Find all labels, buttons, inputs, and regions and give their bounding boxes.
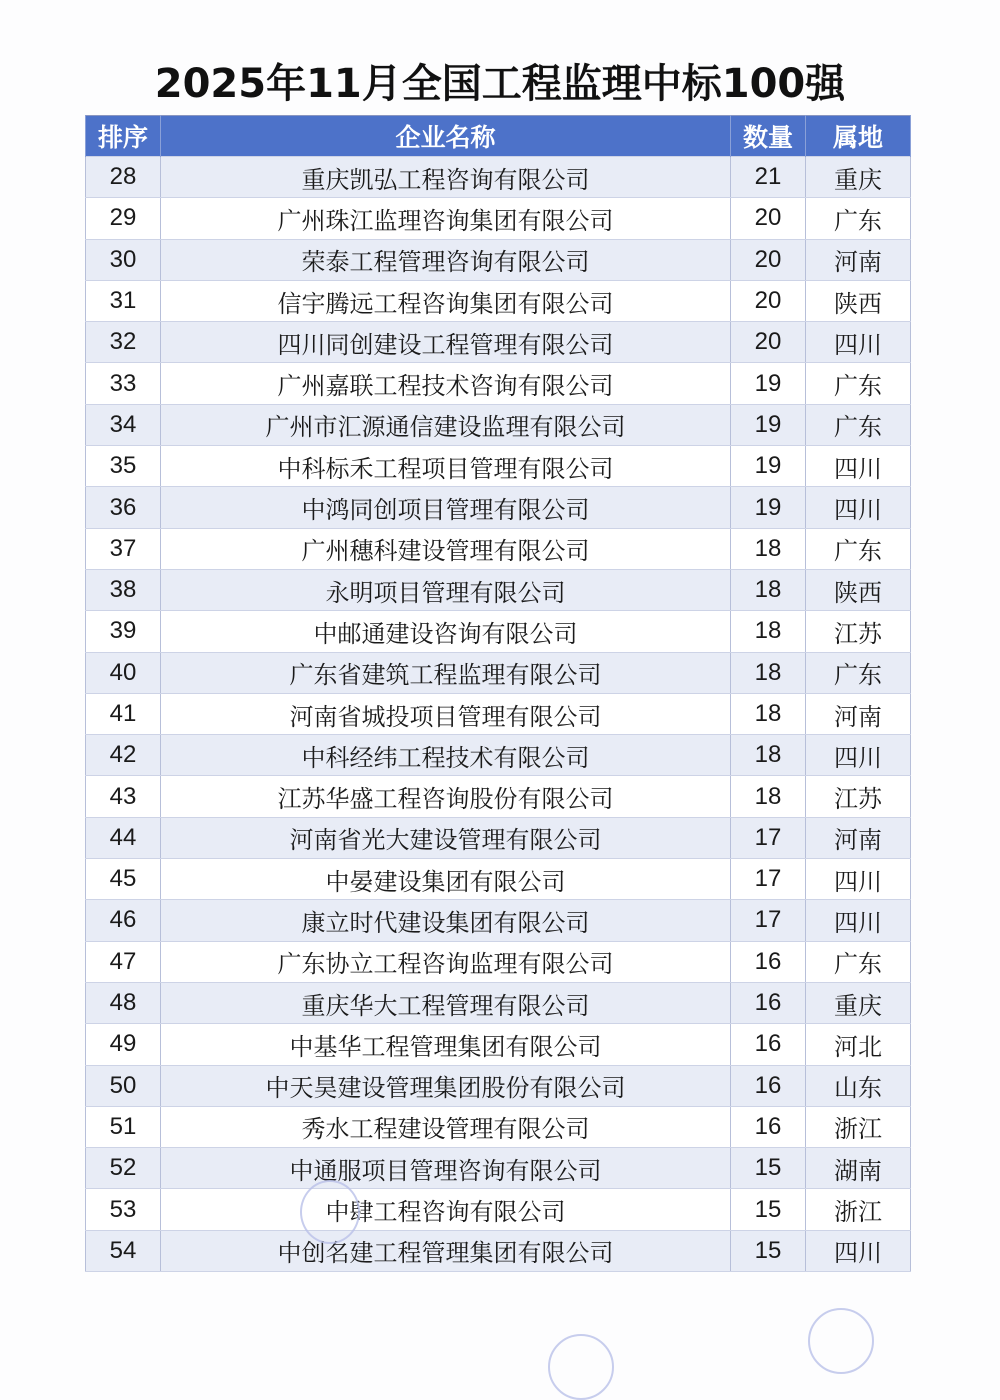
- company-name-cell: 中肆工程咨询有限公司: [161, 1189, 731, 1230]
- count-cell: 20: [731, 280, 806, 321]
- region-cell: 四川: [806, 322, 911, 363]
- rank-cell: 38: [86, 569, 161, 610]
- count-cell: 18: [731, 776, 806, 817]
- table-row: [86, 569, 911, 610]
- header-region: 属地: [806, 116, 911, 157]
- count-cell: 19: [731, 363, 806, 404]
- region-cell: 广东: [806, 941, 911, 982]
- region-cell: 山东: [806, 1065, 911, 1106]
- rank-cell: 31: [86, 280, 161, 321]
- region-cell: 江苏: [806, 611, 911, 652]
- count-cell: 18: [731, 611, 806, 652]
- table-row: [86, 1024, 911, 1065]
- count-cell: 17: [731, 900, 806, 941]
- region-cell: 河南: [806, 239, 911, 280]
- rank-cell: 45: [86, 859, 161, 900]
- count-cell: 19: [731, 404, 806, 445]
- company-name-cell: 永明项目管理有限公司: [161, 569, 731, 610]
- rank-cell: 33: [86, 363, 161, 404]
- region-cell: 陕西: [806, 569, 911, 610]
- rank-cell: 47: [86, 941, 161, 982]
- region-cell: 广东: [806, 528, 911, 569]
- rank-cell: 28: [86, 157, 161, 198]
- company-name-cell: 康立时代建设集团有限公司: [161, 900, 731, 941]
- rank-cell: 46: [86, 900, 161, 941]
- rank-cell: 53: [86, 1189, 161, 1230]
- count-cell: 18: [731, 735, 806, 776]
- rank-cell: 34: [86, 404, 161, 445]
- table-row: [86, 528, 911, 569]
- rank-cell: 49: [86, 1024, 161, 1065]
- rank-cell: 43: [86, 776, 161, 817]
- company-name-cell: 中基华工程管理集团有限公司: [161, 1024, 731, 1065]
- table-row: [86, 652, 911, 693]
- company-name-cell: 中鸿同创项目管理有限公司: [161, 487, 731, 528]
- count-cell: 16: [731, 1024, 806, 1065]
- count-cell: 16: [731, 1065, 806, 1106]
- count-cell: 15: [731, 1148, 806, 1189]
- table-row: [86, 404, 911, 445]
- table-row: [86, 157, 911, 198]
- rank-cell: 37: [86, 528, 161, 569]
- count-cell: 17: [731, 859, 806, 900]
- count-cell: 20: [731, 322, 806, 363]
- company-name-cell: 中晏建设集团有限公司: [161, 859, 731, 900]
- rank-cell: 30: [86, 239, 161, 280]
- table-row: [86, 487, 911, 528]
- rank-cell: 44: [86, 817, 161, 858]
- region-cell: 陕西: [806, 280, 911, 321]
- rank-cell: 32: [86, 322, 161, 363]
- count-cell: 17: [731, 817, 806, 858]
- company-name-cell: 广州市汇源通信建设监理有限公司: [161, 404, 731, 445]
- rank-cell: 52: [86, 1148, 161, 1189]
- table-row: [86, 1065, 911, 1106]
- company-name-cell: 秀水工程建设管理有限公司: [161, 1106, 731, 1147]
- region-cell: 四川: [806, 487, 911, 528]
- region-cell: 广东: [806, 363, 911, 404]
- rank-cell: 36: [86, 487, 161, 528]
- rank-cell: 39: [86, 611, 161, 652]
- count-cell: 16: [731, 941, 806, 982]
- region-cell: 湖南: [806, 1148, 911, 1189]
- table-row: [86, 363, 911, 404]
- region-cell: 广东: [806, 404, 911, 445]
- rank-cell: 29: [86, 198, 161, 239]
- region-cell: 江苏: [806, 776, 911, 817]
- company-name-cell: 广东协立工程咨询监理有限公司: [161, 941, 731, 982]
- region-cell: 重庆: [806, 982, 911, 1023]
- company-name-cell: 河南省城投项目管理有限公司: [161, 693, 731, 734]
- company-name-cell: 河南省光大建设管理有限公司: [161, 817, 731, 858]
- region-cell: 重庆: [806, 157, 911, 198]
- company-name-cell: 中创名建工程管理集团有限公司: [161, 1230, 731, 1271]
- region-cell: 河南: [806, 817, 911, 858]
- count-cell: 15: [731, 1189, 806, 1230]
- count-cell: 18: [731, 528, 806, 569]
- table-row: [86, 982, 911, 1023]
- company-name-cell: 中通服项目管理咨询有限公司: [161, 1148, 731, 1189]
- rank-cell: 51: [86, 1106, 161, 1147]
- company-name-cell: 重庆凯弘工程咨询有限公司: [161, 157, 731, 198]
- company-name-cell: 中邮通建设咨询有限公司: [161, 611, 731, 652]
- table-row: [86, 611, 911, 652]
- table-row: [86, 776, 911, 817]
- region-cell: 浙江: [806, 1189, 911, 1230]
- count-cell: 20: [731, 198, 806, 239]
- table-row: [86, 693, 911, 734]
- region-cell: 广东: [806, 652, 911, 693]
- rank-cell: 35: [86, 446, 161, 487]
- table-header-row: [86, 116, 911, 157]
- ranking-table: [85, 115, 911, 1272]
- company-name-cell: 广东省建筑工程监理有限公司: [161, 652, 731, 693]
- table-row: [86, 1189, 911, 1230]
- count-cell: 19: [731, 446, 806, 487]
- table-row: [86, 280, 911, 321]
- company-name-cell: 中科经纬工程技术有限公司: [161, 735, 731, 776]
- count-cell: 18: [731, 569, 806, 610]
- table-row: [86, 322, 911, 363]
- region-cell: 四川: [806, 1230, 911, 1271]
- company-name-cell: 广州嘉联工程技术咨询有限公司: [161, 363, 731, 404]
- company-name-cell: 广州穗科建设管理有限公司: [161, 528, 731, 569]
- count-cell: 15: [731, 1230, 806, 1271]
- table-row: [86, 859, 911, 900]
- count-cell: 16: [731, 982, 806, 1023]
- count-cell: 21: [731, 157, 806, 198]
- table-row: [86, 1148, 911, 1189]
- table-row: [86, 1106, 911, 1147]
- page-title: 2025年11月全国工程监理中标100强: [154, 61, 846, 107]
- rank-cell: 48: [86, 982, 161, 1023]
- company-name-cell: 荣泰工程管理咨询有限公司: [161, 239, 731, 280]
- rank-cell: 40: [86, 652, 161, 693]
- header-rank: 排序: [86, 116, 161, 157]
- header-count: 数量: [731, 116, 806, 157]
- touch-indicator-ring: [808, 1308, 874, 1374]
- company-name-cell: 重庆华大工程管理有限公司: [161, 982, 731, 1023]
- touch-indicator-ring: [300, 1180, 360, 1244]
- company-name-cell: 四川同创建设工程管理有限公司: [161, 322, 731, 363]
- region-cell: 河北: [806, 1024, 911, 1065]
- rank-cell: 50: [86, 1065, 161, 1106]
- count-cell: 20: [731, 239, 806, 280]
- region-cell: 四川: [806, 859, 911, 900]
- table-row: [86, 446, 911, 487]
- region-cell: 广东: [806, 198, 911, 239]
- header-company-name: 企业名称: [161, 116, 731, 157]
- company-name-cell: 江苏华盛工程咨询股份有限公司: [161, 776, 731, 817]
- count-cell: 19: [731, 487, 806, 528]
- table-row: [86, 1230, 911, 1271]
- region-cell: 四川: [806, 900, 911, 941]
- region-cell: 四川: [806, 446, 911, 487]
- table-row: [86, 198, 911, 239]
- region-cell: 浙江: [806, 1106, 911, 1147]
- table-row: [86, 735, 911, 776]
- company-name-cell: 中科标禾工程项目管理有限公司: [161, 446, 731, 487]
- count-cell: 16: [731, 1106, 806, 1147]
- rank-cell: 54: [86, 1230, 161, 1271]
- touch-indicator-ring: [548, 1334, 614, 1400]
- rank-cell: 42: [86, 735, 161, 776]
- count-cell: 18: [731, 693, 806, 734]
- rank-cell: 41: [86, 693, 161, 734]
- company-name-cell: 信宇腾远工程咨询集团有限公司: [161, 280, 731, 321]
- company-name-cell: 中天昊建设管理集团股份有限公司: [161, 1065, 731, 1106]
- table-row: [86, 239, 911, 280]
- table-row: [86, 941, 911, 982]
- count-cell: 18: [731, 652, 806, 693]
- region-cell: 河南: [806, 693, 911, 734]
- company-name-cell: 广州珠江监理咨询集团有限公司: [161, 198, 731, 239]
- table-row: [86, 900, 911, 941]
- region-cell: 四川: [806, 735, 911, 776]
- table-row: [86, 817, 911, 858]
